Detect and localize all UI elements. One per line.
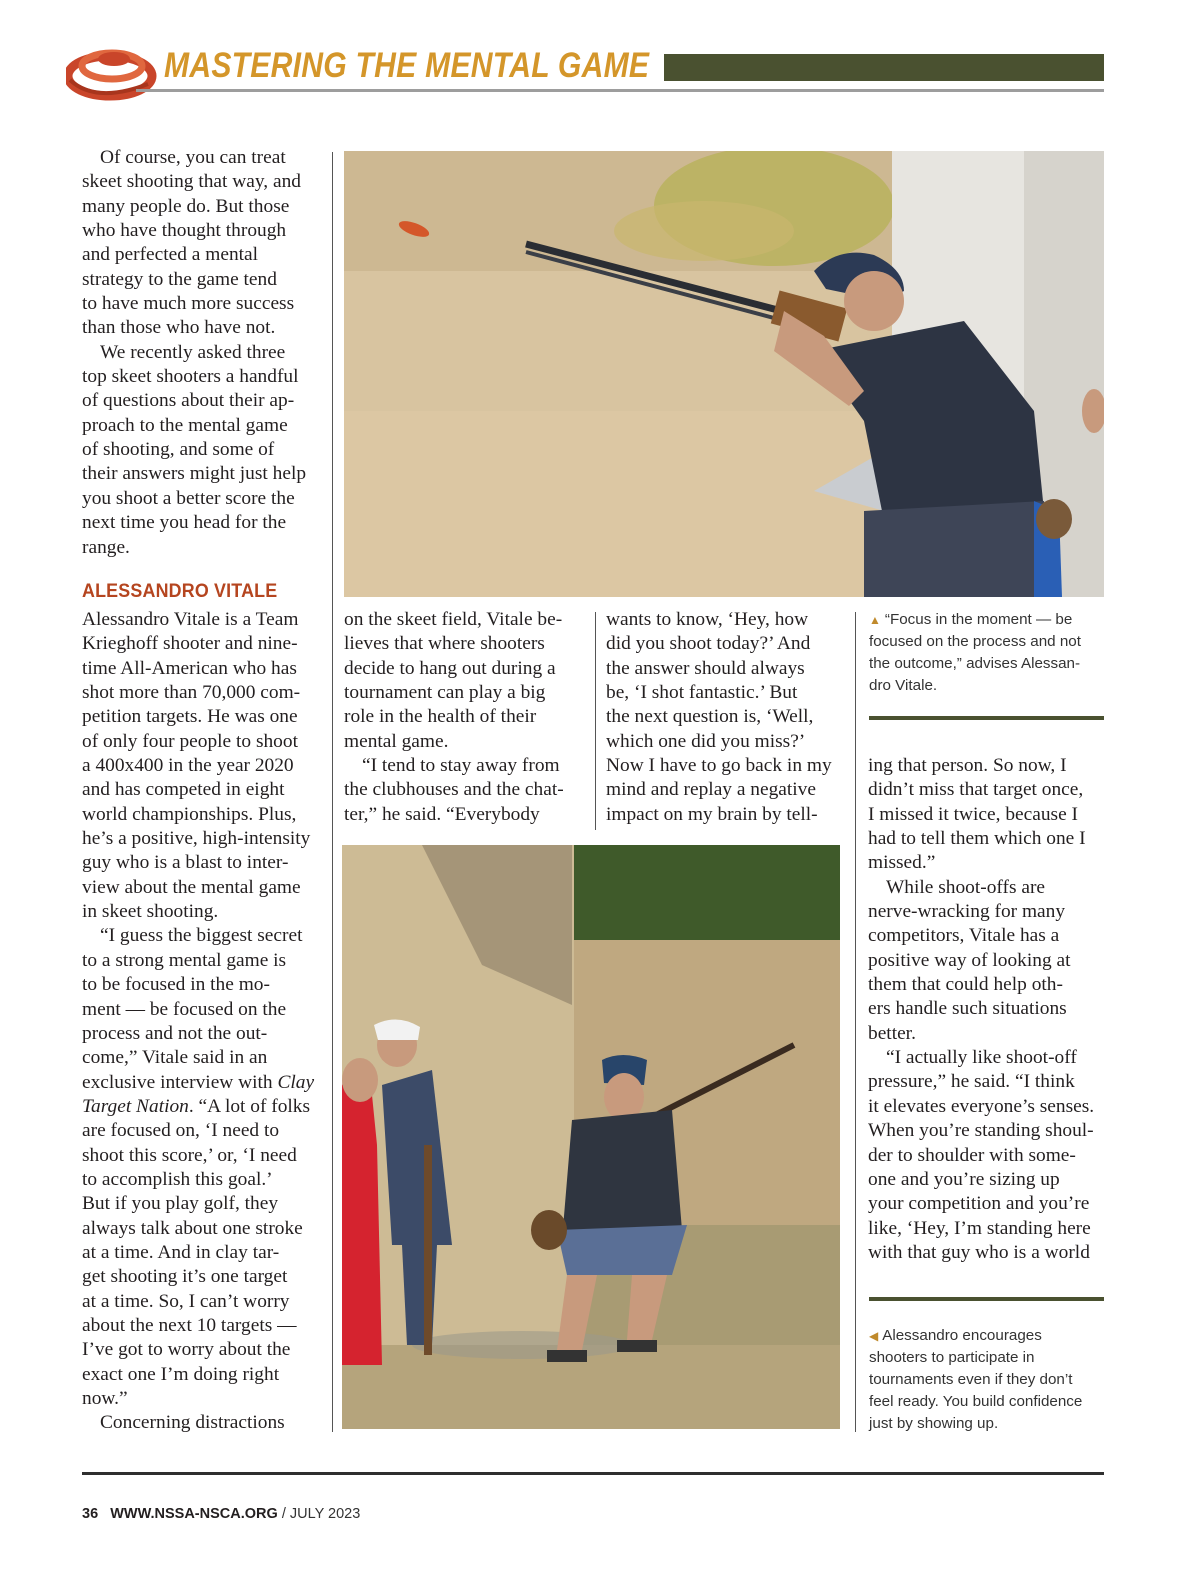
- footer-separator: /: [281, 1506, 286, 1522]
- text-line: which one did you miss?’: [606, 730, 806, 752]
- text-line: at a time. And in clay tar-: [82, 1241, 280, 1263]
- text-line: competitors, Vitale has a: [868, 925, 1060, 947]
- text-line: you shoot a better score the: [82, 487, 295, 509]
- text-line: Concerning distractions: [100, 1412, 285, 1434]
- text-line: der to shoulder with some-: [868, 1144, 1076, 1166]
- text-line: your competition and you’re: [868, 1193, 1090, 1215]
- text-line: many people do. But those: [82, 195, 290, 217]
- text-line: ers handle such situations: [868, 998, 1067, 1020]
- text-line: on the skeet field, Vitale be-: [344, 609, 563, 630]
- column-4-text: [868, 754, 1108, 1265]
- caption-top: [869, 609, 1109, 697]
- website-link[interactable]: WWW.NSSA-NSCA.ORG: [110, 1506, 278, 1522]
- text-line: Of course, you can treat: [100, 147, 286, 168]
- text-line: them that could help oth-: [868, 974, 1063, 996]
- text-line: guy who is a blast to inter-: [82, 852, 289, 874]
- text-line: better.: [868, 1022, 916, 1044]
- text-line: exact one I’m doing right: [82, 1363, 280, 1385]
- column-rule: [855, 612, 856, 1432]
- text-line: next time you head for the: [82, 512, 287, 534]
- text-line: While shoot-offs are: [886, 876, 1046, 898]
- text-line: decide to hang out during a: [344, 657, 556, 679]
- text-line: and perfected a mental: [82, 244, 259, 266]
- text-line: who have thought through: [82, 220, 287, 242]
- caption-line: tournaments even if they don’t: [869, 1371, 1073, 1388]
- text-line: about the next 10 targets —: [82, 1314, 297, 1336]
- text-line: “I guess the biggest secret: [100, 925, 303, 947]
- photo-shooter-ready-stance: [342, 845, 840, 1429]
- column-3-text: [606, 608, 846, 827]
- text-line: time All-American who has: [82, 657, 297, 679]
- text-line: and has competed in eight: [82, 779, 285, 801]
- section-title: MASTERING THE MENTAL GAME: [164, 46, 650, 85]
- text-line: the next question is, ‘Well,: [606, 706, 814, 728]
- text-line: of questions about their ap-: [82, 390, 295, 412]
- text-line: ment — be focused on the: [82, 998, 287, 1020]
- text-line: come,” Vitale said in an: [82, 1047, 268, 1069]
- text-line: had to tell them which one I: [868, 828, 1086, 850]
- text-line: than those who have not.: [82, 317, 276, 339]
- text-line: skeet shooting that way, and: [82, 171, 301, 193]
- text-line: are focused on, ‘I need to: [82, 1120, 280, 1142]
- text-line: did you shoot today?’ And: [606, 633, 811, 655]
- text-line: positive way of looking at: [868, 949, 1071, 971]
- page-footer: [82, 1506, 360, 1522]
- text-line: mental game.: [344, 730, 449, 752]
- text-line: missed.”: [868, 852, 936, 874]
- text-line: top skeet shooters a handful: [82, 366, 299, 388]
- text-fragment: exclusive interview with: [82, 1071, 273, 1093]
- text-line: mind and replay a negative: [606, 779, 816, 801]
- text-line: one and you’re sizing up: [868, 1168, 1060, 1190]
- header-accent-bar: [664, 54, 1104, 81]
- caption-line: feel ready. You build confidence: [869, 1393, 1083, 1410]
- caption-line: dro Vitale.: [869, 677, 938, 694]
- text-line: didn’t miss that target once,: [868, 779, 1084, 801]
- text-line: to a strong mental game is: [82, 949, 287, 971]
- column-2-text: [344, 608, 584, 827]
- caption-bottom: [869, 1325, 1109, 1435]
- text-line: strategy to the game tend: [82, 268, 277, 290]
- text-line: I missed it twice, because I: [868, 803, 1078, 825]
- text-line: at a time. So, I can’t worry: [82, 1290, 290, 1312]
- text-line: world championships. Plus,: [82, 803, 297, 825]
- text-line: role in the health of their: [344, 706, 537, 728]
- text-line: get shooting it’s one target: [82, 1266, 288, 1288]
- publication-name: Target Nation: [82, 1095, 189, 1117]
- text-line: impact on my brain by tell-: [606, 803, 818, 825]
- caption-rule: [869, 716, 1104, 720]
- caption-line: [869, 609, 1109, 631]
- column-1-text: [82, 608, 322, 1436]
- text-line: it elevates everyone’s senses.: [868, 1095, 1095, 1117]
- text-line: I’ve got to worry about the: [82, 1339, 291, 1361]
- text-line: [82, 1071, 322, 1095]
- text-line: process and not the out-: [82, 1022, 268, 1044]
- text-line: range.: [82, 536, 130, 558]
- column-rule: [332, 152, 333, 1432]
- text-line: pressure,” he said. “I think: [868, 1071, 1075, 1093]
- text-line: view about the mental game: [82, 876, 301, 898]
- text-line: lieves that where shooters: [344, 633, 545, 655]
- text-line: in skeet shooting.: [82, 901, 219, 923]
- text-line: We recently asked three: [100, 341, 286, 363]
- text-line: their answers might just help: [82, 463, 307, 485]
- triangle-up-icon: ▲: [869, 613, 881, 627]
- text-fragment: . “A lot of folks: [188, 1095, 311, 1117]
- text-line: now.”: [82, 1388, 128, 1409]
- text-line: be, ‘I shot fantastic.’ But: [606, 682, 798, 704]
- issue-date: JULY 2023: [289, 1506, 361, 1522]
- intro-text: [82, 146, 322, 560]
- caption-line: the outcome,” advises Alessan-: [869, 655, 1081, 672]
- text-line: of only four people to shoot: [82, 730, 298, 752]
- clay-target-logo-icon: [66, 40, 158, 102]
- caption-text: Alessandro encourages: [882, 1327, 1042, 1344]
- publication-name: Clay: [277, 1071, 315, 1093]
- text-line: shot more than 70,000 com-: [82, 682, 301, 704]
- text-line: [82, 1095, 322, 1119]
- caption-text: “Focus in the moment — be: [884, 611, 1073, 628]
- text-line: he’s a positive, high-intensity: [82, 828, 311, 850]
- text-line: to accomplish this goal.’: [82, 1168, 273, 1190]
- text-line: proach to the mental game: [82, 414, 288, 436]
- footer-rule: [82, 1472, 1104, 1475]
- text-line: to have much more success: [82, 293, 295, 315]
- text-line: But if you play golf, they: [82, 1193, 279, 1215]
- text-line: Now I have to go back in my: [606, 755, 832, 777]
- text-line: with that guy who is a world: [868, 1241, 1090, 1263]
- text-line: Krieghoff shooter and nine-: [82, 633, 298, 655]
- page-number: 36: [82, 1506, 99, 1522]
- header-rule: [136, 89, 1104, 92]
- triangle-left-icon: ◀: [869, 1329, 879, 1343]
- caption-line: shooters to participate in: [869, 1349, 1035, 1366]
- text-line: Alessandro Vitale is a Team: [82, 609, 299, 630]
- text-line: “I tend to stay away from: [362, 755, 560, 777]
- text-line: When you’re standing shoul-: [868, 1120, 1094, 1142]
- text-line: of shooting, and some of: [82, 439, 275, 461]
- text-line: the clubhouses and the chat-: [344, 779, 564, 801]
- text-line: nerve-wracking for many: [868, 901, 1066, 923]
- caption-line: [869, 1325, 1109, 1347]
- caption-line: focused on the process and not: [869, 633, 1081, 650]
- caption-rule: [869, 1297, 1104, 1301]
- subhead-alessandro-vitale: ALESSANDRO VITALE: [82, 581, 278, 602]
- text-line: “I actually like shoot-off: [886, 1047, 1077, 1069]
- photo-shooter-firing: [344, 151, 1104, 597]
- text-line: tournament can play a big: [344, 682, 546, 704]
- text-line: shoot this score,’ or, ‘I need: [82, 1144, 297, 1166]
- column-rule: [595, 612, 596, 830]
- text-line: ter,” he said. “Everybody: [344, 803, 540, 825]
- text-line: a 400x400 in the year 2020: [82, 755, 294, 777]
- text-line: petition targets. He was one: [82, 706, 298, 728]
- text-line: the answer should always: [606, 657, 805, 679]
- text-line: ing that person. So now, I: [868, 755, 1067, 776]
- text-line: like, ‘Hey, I’m standing here: [868, 1217, 1091, 1239]
- text-line: to be focused in the mo-: [82, 974, 270, 996]
- text-line: always talk about one stroke: [82, 1217, 303, 1239]
- caption-line: just by showing up.: [869, 1415, 999, 1432]
- text-line: wants to know, ‘Hey, how: [606, 609, 809, 630]
